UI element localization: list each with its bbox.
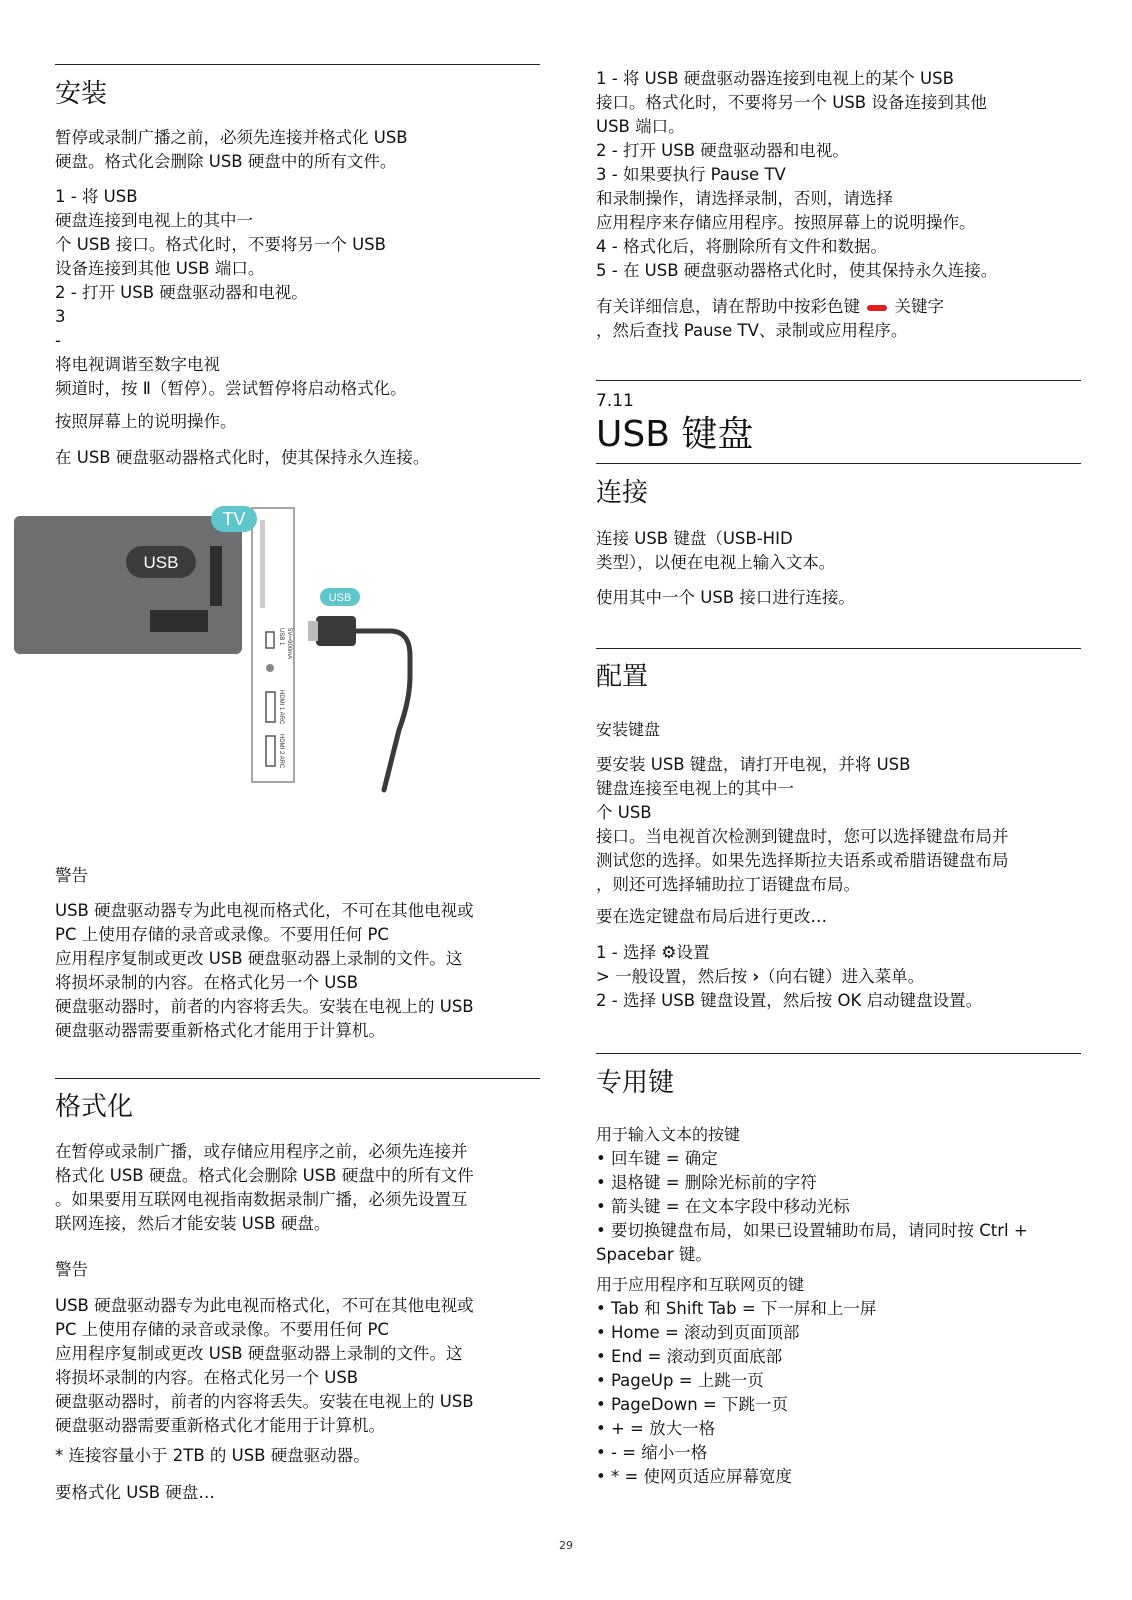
red-color-key-icon [867, 305, 887, 311]
step1b-pre: > 一般设置，然后按 [596, 967, 748, 986]
install-heading: 安装 [55, 79, 108, 109]
hdmi-port-icon [150, 610, 208, 632]
usb-port-text: USB 1 [278, 628, 284, 646]
section-rule [596, 648, 1081, 649]
tv-badge-label: TV [222, 509, 246, 529]
usb-plug-tip [308, 621, 318, 641]
config-subheading: 安装键盘 [596, 720, 661, 739]
step1-post: 设置 [676, 943, 710, 962]
gear-icon: ⚙ [661, 943, 677, 963]
warning-label: 警告 [55, 866, 88, 885]
format-warning-text: USB 硬盘驱动器专为此电视而格式化，不可在其他电视或 PC 上使用存储的录音或录像。不要用任何 PC 应用程序复制或更改 USB 硬盘驱动器上录制的文件。这 将损坏录制的内容。在格式化另一个 USB 硬盘驱动器时，前者的内容将丢失。安装在电视上的 USB 硬盘驱动器需要重新格式化才能用于计算机。 [55, 1296, 474, 1435]
step1b-post: （向右键）进入菜单。 [759, 967, 925, 986]
format-heading: 格式化 [55, 1092, 134, 1122]
headphone-port-icon [266, 664, 274, 672]
chapter-number: 7.11 [596, 391, 634, 411]
section-rule [596, 1053, 1081, 1054]
connect-heading: 连接 [596, 478, 649, 508]
page-number: 29 [559, 1539, 573, 1552]
connect-text: 连接 USB 键盘（USB-HID 类型），以便在电视上输入文本。 [596, 529, 836, 572]
format-to-format: 要格式化 USB 硬盘… [55, 1483, 215, 1502]
more-info-pre: 有关详细信息，请在帮助中按彩色键 [596, 297, 860, 316]
more-info [596, 295, 1081, 343]
tv-body [14, 516, 242, 654]
warning-text: USB 硬盘驱动器专为此电视而格式化，不可在其他电视或 PC 上使用存储的录音或录像。不要用任何 PC 应用程序复制或更改 USB 硬盘驱动器上录制的文件。这 将损坏录制的内容。在格式化另一个 USB 硬盘驱动器时，前者的内容将丢失。安装在电视上的 USB 硬盘驱动器需要重新格式化才能用于计算机。 [55, 901, 474, 1040]
keys-heading: 专用键 [596, 1068, 675, 1098]
usb-port-label: USB [143, 553, 179, 572]
step1-pre: 1 - 选择 [596, 943, 656, 962]
hdmi1-port-text: HDMI 1 ARC [278, 690, 284, 725]
text-keys-list: • 回车键 = 确定 • 退格键 = 删除光标前的字符 • 箭头键 = 在文本字段中移动光标 • 要切换键盘布局，如果已设置辅助布局，请同时按 Ctrl + Spacebar 键。 [596, 1149, 1028, 1264]
format-intro: 在暂停或录制广播，或存储应用程序之前，必须先连接并 格式化 USB 硬盘。格式化会删除 USB 硬盘中的所有文件 。如果要用互联网电视指南数据录制广播，必须先设置互 联网连接，然后才能安装 USB 硬盘。 [55, 1142, 474, 1233]
section-rule [55, 1078, 540, 1079]
section-rule [596, 463, 1081, 464]
usb-power-text: 5V⎓900mA [286, 628, 292, 660]
install-follow-instructions: 按照屏幕上的说明操作。 [55, 412, 237, 431]
config-change-text: 要在选定键盘布局后进行更改… [596, 907, 827, 926]
install-steps: 1 - 将 USB 硬盘连接到电视上的其中一 个 USB 接口。格式化时，不要将另一个 USB 设备连接到其他 USB 端口。 2 - 打开 USB 硬盘驱动器和电视。 3 - 将电视调谐至数字电视 频道时，按 Ⅱ（暂停）。尝试暂停将启动格式化。 [55, 187, 407, 398]
app-keys-list: • Tab 和 Shift Tab = 下一屏和上一屏 • Home = 滚动到页面顶部 • End = 滚动到页面底部 • PageUp = 上跳一页 • PageDown = 下跳一页 • + = 放大一格 • - = 缩小一格 • * = 使网页适应屏幕宽度 [596, 1299, 877, 1486]
chevron-right-icon: › [752, 967, 760, 986]
usb-cable [356, 631, 410, 790]
text-keys-title: 用于输入文本的按键 [596, 1125, 741, 1144]
usb-plug [316, 616, 356, 646]
usb-drive-icon [210, 546, 222, 606]
app-keys-title: 用于应用程序和互联网页的键 [596, 1275, 805, 1294]
card-slot-icon [260, 520, 265, 608]
hdmi2-port-text: HDMI 2 ARC [278, 734, 284, 769]
format-warning-label: 警告 [55, 1260, 88, 1279]
usb-connection-illustration [14, 500, 474, 820]
install-intro: 暂停或录制广播之前，必须先连接并格式化 USB 硬盘。格式化会删除 USB 硬盘中的所有文件。 [55, 128, 408, 171]
connect-port-text: 使用其中一个 USB 接口进行连接。 [596, 588, 855, 607]
chapter-rule [596, 380, 1081, 381]
format-note: * 连接容量小于 2TB 的 USB 硬盘驱动器。 [55, 1446, 370, 1465]
section-rule [55, 64, 540, 65]
config-text: 要安装 USB 键盘，请打开电视，并将 USB 键盘连接至电视上的其中一 个 USB 接口。当电视首次检测到键盘时，您可以选择键盘布局并 测试您的选择。如果先选择斯拉夫语系或希腊语键盘布局 ，则还可选择辅助拉丁语键盘布局。 [596, 755, 1009, 894]
more-info-post: ，然后查找 Pause TV、录制或应用程序。 [596, 321, 908, 340]
format-steps: 1 - 将 USB 硬盘驱动器连接到电视上的某个 USB 接口。格式化时，不要将另一个 USB 设备连接到其他 USB 端口。 2 - 打开 USB 硬盘驱动器和电视。 3 - 如果要执行 Pause TV 和录制操作，请选择录制，否则，请选择 应用程序来存储应用程序。按照屏幕上的说明操作。 4 - 格式化后，将删除所有文件和数据。 5 - 在 USB 硬盘驱动器格式化时，使其保持永久连接。 [596, 69, 998, 280]
step2: 2 - 选择 USB 键盘设置，然后按 OK 启动键盘设置。 [596, 991, 983, 1010]
more-info-key: 关键字 [894, 297, 944, 316]
install-keep-connected: 在 USB 硬盘驱动器格式化时，使其保持永久连接。 [55, 448, 430, 467]
chapter-title: USB 键盘 [596, 414, 754, 455]
config-heading: 配置 [596, 662, 649, 692]
config-steps [596, 941, 1081, 1013]
usb-tag-label: USB [328, 592, 352, 604]
